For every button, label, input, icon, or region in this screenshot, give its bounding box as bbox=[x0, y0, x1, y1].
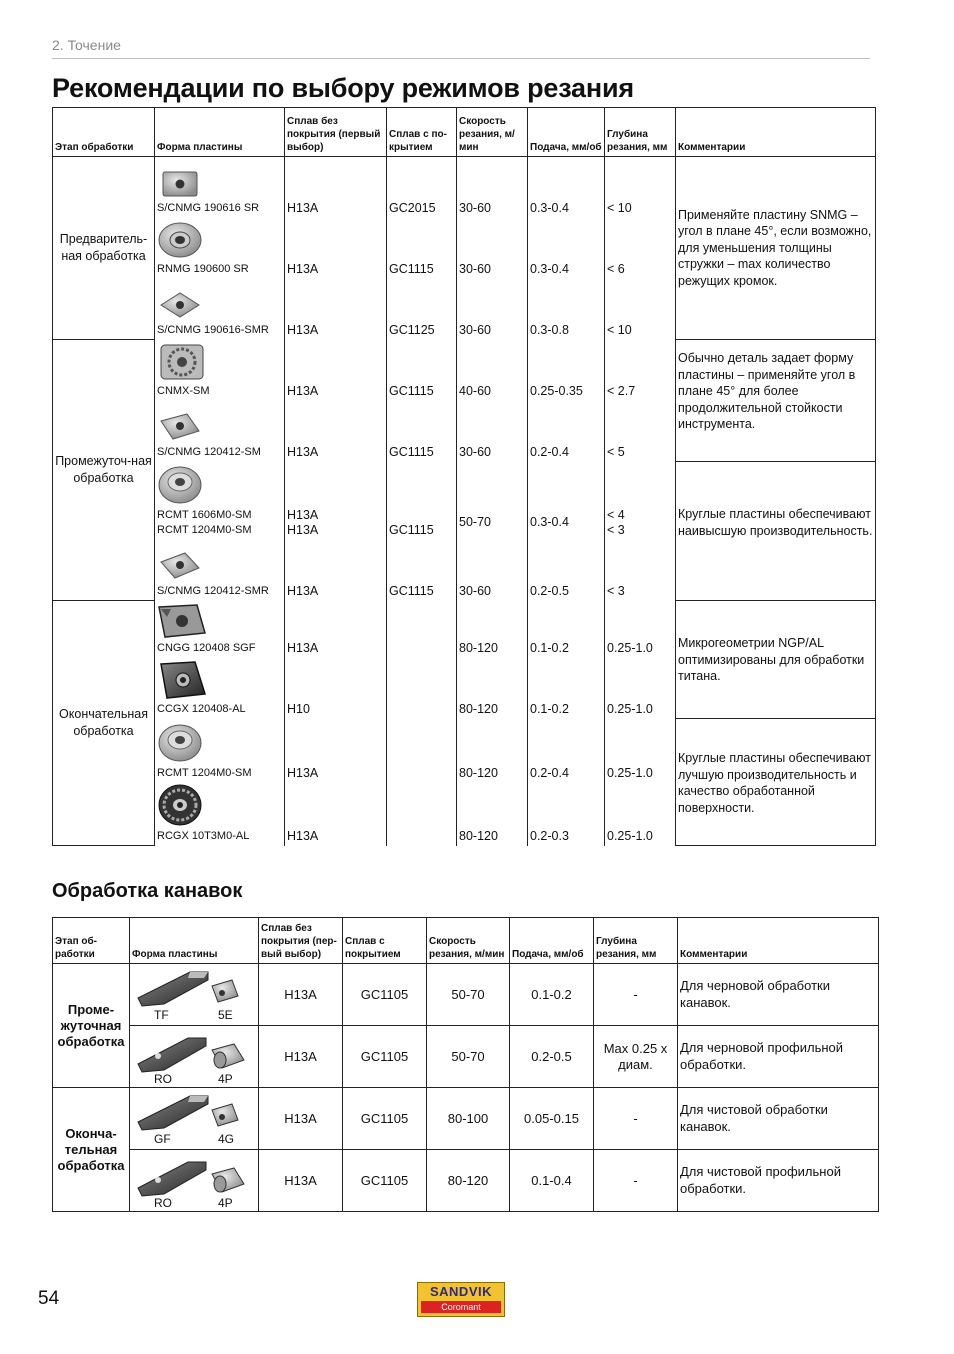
cutting-speed: 80-120 bbox=[457, 783, 528, 846]
insert-label: RO bbox=[154, 1072, 172, 1086]
insert-cell bbox=[130, 1088, 259, 1150]
col-header: Сплав без покрытия (первый выбор) bbox=[285, 108, 387, 157]
insert-cell bbox=[155, 719, 285, 783]
comment-cell: Для чистовой профильной обработки. bbox=[678, 1150, 879, 1212]
feed: 0.2-0.5 bbox=[528, 540, 605, 601]
uncoated-grade-value: H13A bbox=[287, 507, 319, 522]
section-label: 2. Точение bbox=[52, 37, 121, 53]
depth: 0.25-1.0 bbox=[605, 601, 676, 658]
cutting-speed: 80-120 bbox=[427, 1150, 510, 1212]
page-title: Рекомендации по выбору режимов резания bbox=[52, 73, 634, 103]
insert-label: 4P bbox=[218, 1072, 233, 1086]
round-insert-icon bbox=[157, 464, 203, 506]
groove-blade-icon bbox=[134, 1092, 216, 1134]
cutting-speed: 30-60 bbox=[457, 218, 528, 279]
groove-blade-icon bbox=[134, 1156, 216, 1198]
insert-cell bbox=[130, 1026, 259, 1088]
uncoated-grade: H13A bbox=[285, 279, 387, 340]
col-header: Скорость резания, м/мин bbox=[457, 108, 528, 157]
feed: 0.3-0.4 bbox=[528, 218, 605, 279]
sandvik-logo bbox=[417, 1282, 505, 1317]
insert-code: RCMT 1204M0-SM bbox=[157, 766, 252, 779]
feed: 0.2-0.5 bbox=[510, 1026, 594, 1088]
table-row bbox=[53, 340, 876, 401]
cutting-speed: 30-60 bbox=[457, 401, 528, 462]
uncoated-grade: H13A bbox=[259, 1026, 343, 1088]
depth: < 6 bbox=[605, 218, 676, 279]
table-row bbox=[53, 719, 876, 783]
uncoated-grade: H13A bbox=[259, 1150, 343, 1212]
square-insert-icon bbox=[157, 289, 203, 321]
square-insert-icon bbox=[157, 550, 203, 582]
uncoated-grade: H13A bbox=[285, 218, 387, 279]
comment-cell: Для чистовой обработки канавок. bbox=[678, 1088, 879, 1150]
uncoated-grade bbox=[285, 462, 387, 540]
insert-cell bbox=[155, 540, 285, 601]
col-header: Сплав с покрытием bbox=[343, 918, 427, 964]
coated-grade: GC1105 bbox=[343, 1150, 427, 1212]
feed: 0.1-0.2 bbox=[528, 601, 605, 658]
feed: 0.3-0.4 bbox=[528, 462, 605, 540]
depth: < 2.7 bbox=[605, 340, 676, 401]
round-insert-icon bbox=[157, 722, 203, 764]
table-row bbox=[53, 601, 876, 658]
insert-code: S/CNMG 190616-SMR bbox=[157, 323, 269, 336]
col-header: Комментарии bbox=[676, 108, 876, 157]
col-header: Сплав с по-крытием bbox=[387, 108, 457, 157]
feed: 0.2-0.4 bbox=[528, 719, 605, 783]
cutting-speed: 30-60 bbox=[457, 540, 528, 601]
comment-cell: Применяйте пластину SNMG – угол в плане 45°, если возможно, для уменьшения толщины стружки – max количество режущих кромок. bbox=[676, 157, 876, 340]
rhombic-insert-icon bbox=[157, 660, 207, 700]
col-header: Форма пластины bbox=[155, 108, 285, 157]
insert-cell bbox=[155, 340, 285, 401]
depth: < 10 bbox=[605, 279, 676, 340]
table-row bbox=[53, 1088, 879, 1150]
cutting-speed: 80-120 bbox=[457, 658, 528, 719]
table-row bbox=[53, 1150, 879, 1212]
comment-cell: Для черновой обработки канавок. bbox=[678, 964, 879, 1026]
groove-insert-icon bbox=[208, 1162, 252, 1198]
feed: 0.1-0.4 bbox=[510, 1150, 594, 1212]
insert-code: S/CNMG 120412-SMR bbox=[157, 584, 269, 597]
insert-label: RO bbox=[154, 1196, 172, 1210]
rhombic-insert-icon bbox=[157, 603, 207, 639]
insert-code: CNMX-SM bbox=[157, 384, 210, 397]
coated-grade bbox=[387, 601, 457, 658]
feed: 0.2-0.3 bbox=[528, 783, 605, 846]
insert-cell bbox=[155, 462, 285, 540]
cutting-speed: 80-100 bbox=[427, 1088, 510, 1150]
insert-code: RCGX 10T3M0-AL bbox=[157, 829, 250, 842]
uncoated-grade: H13A bbox=[285, 540, 387, 601]
stage-cell: Предваритель-ная обработка bbox=[53, 157, 155, 340]
coated-grade: GC1115 bbox=[387, 340, 457, 401]
cutting-speed: 30-60 bbox=[457, 279, 528, 340]
uncoated-grade: H13A bbox=[285, 157, 387, 218]
logo-top-text: SANDVIK bbox=[429, 1284, 492, 1299]
insert-label: 4P bbox=[218, 1196, 233, 1210]
feed: 0.25-0.35 bbox=[528, 340, 605, 401]
col-header: Скорость резания, м/мин bbox=[427, 918, 510, 964]
uncoated-grade: H13A bbox=[259, 1088, 343, 1150]
coated-grade: GC1115 bbox=[387, 540, 457, 601]
col-header: Глубина резания, мм bbox=[605, 108, 676, 157]
grooving-title: Обработка канавок bbox=[52, 880, 243, 902]
round-insert-icon bbox=[157, 220, 203, 260]
depth: < 5 bbox=[605, 401, 676, 462]
insert-code: S/CNMG 120412-SM bbox=[157, 445, 261, 458]
depth: Max 0.25 x диам. bbox=[594, 1026, 678, 1088]
cutting-speed: 40-60 bbox=[457, 340, 528, 401]
cutting-speed: 50-70 bbox=[427, 964, 510, 1026]
insert-label: TF bbox=[154, 1008, 169, 1022]
coated-grade: GC2015 bbox=[387, 157, 457, 218]
col-header: Этап об-работки bbox=[53, 918, 130, 964]
insert-code: S/CNMG 190616 SR bbox=[157, 201, 260, 214]
col-header: Глубина резания, мм bbox=[594, 918, 678, 964]
depth: 0.25-1.0 bbox=[605, 658, 676, 719]
feed: 0.1-0.2 bbox=[510, 964, 594, 1026]
logo-bottom-text: Coromant bbox=[421, 1301, 501, 1313]
table-row bbox=[53, 462, 876, 540]
insert-cell bbox=[130, 964, 259, 1026]
insert-cell bbox=[155, 279, 285, 340]
insert-cell bbox=[155, 401, 285, 462]
cutting-speed: 30-60 bbox=[457, 157, 528, 218]
insert-cell bbox=[155, 157, 285, 218]
feed: 0.1-0.2 bbox=[528, 658, 605, 719]
uncoated-grade: H13A bbox=[259, 964, 343, 1026]
insert-code: CNGG 120408 SGF bbox=[157, 641, 256, 654]
col-header: Подача, мм/об bbox=[528, 108, 605, 157]
col-header: Форма пластины bbox=[130, 918, 259, 964]
coated-grade bbox=[387, 719, 457, 783]
insert-cell bbox=[155, 658, 285, 719]
square-insert-icon bbox=[157, 169, 203, 199]
stage-cell: Проме-жуточная обработка bbox=[53, 964, 130, 1088]
table-row bbox=[53, 1026, 879, 1088]
comment-cell: Для черновой профильной обработки. bbox=[678, 1026, 879, 1088]
comment-cell: Круглые пластины обеспечивают лучшую производительность и качество обработанной поверхности. bbox=[676, 719, 876, 846]
uncoated-grade: H13A bbox=[285, 340, 387, 401]
turning-table bbox=[52, 107, 876, 846]
coated-grade: GC1115 bbox=[387, 401, 457, 462]
depth-value: < 3 bbox=[607, 522, 625, 537]
groove-insert-icon bbox=[208, 1100, 246, 1132]
insert-cell bbox=[155, 783, 285, 846]
uncoated-grade: H13A bbox=[285, 719, 387, 783]
table-row bbox=[53, 157, 876, 218]
insert-code: RCMT 1606M0-SM bbox=[157, 508, 252, 521]
col-header: Сплав без покрытия (пер-вый выбор) bbox=[259, 918, 343, 964]
insert-cell bbox=[155, 218, 285, 279]
depth: 0.25-1.0 bbox=[605, 783, 676, 846]
coated-grade: GC1115 bbox=[387, 218, 457, 279]
top-divider bbox=[52, 58, 870, 59]
groove-blade-icon bbox=[134, 1032, 216, 1074]
table-header-row bbox=[53, 108, 876, 157]
cutting-speed: 80-120 bbox=[457, 601, 528, 658]
coated-grade: GC1105 bbox=[343, 964, 427, 1026]
insert-label: GF bbox=[154, 1132, 171, 1146]
comment-cell: Круглые пластины обеспечивают наивысшую производительность. bbox=[676, 462, 876, 601]
depth bbox=[605, 462, 676, 540]
insert-label: 4G bbox=[218, 1132, 235, 1146]
insert-label: 5E bbox=[218, 1008, 233, 1022]
insert-code: RCMT 1204M0-SM bbox=[157, 523, 252, 536]
coated-grade: GC1105 bbox=[343, 1088, 427, 1150]
insert-code: CCGX 120408-AL bbox=[157, 702, 246, 715]
insert-cell bbox=[130, 1150, 259, 1212]
cutting-speed: 80-120 bbox=[457, 719, 528, 783]
comment-cell: Обычно деталь задает форму пластины – применяйте угол в плане 45° для более продолжительной стойкости инструмента. bbox=[676, 340, 876, 462]
groove-blade-icon bbox=[134, 968, 216, 1010]
uncoated-grade: H13A bbox=[285, 783, 387, 846]
table-row bbox=[53, 964, 879, 1026]
insert-cell bbox=[155, 601, 285, 658]
depth: < 3 bbox=[605, 540, 676, 601]
groove-insert-icon bbox=[208, 976, 246, 1008]
stage-cell: Оконча-тельная обработка bbox=[53, 1088, 130, 1212]
table-header-row bbox=[53, 918, 879, 964]
uncoated-grade: H13A bbox=[285, 401, 387, 462]
groove-insert-icon bbox=[208, 1038, 252, 1074]
square-insert-icon bbox=[157, 411, 203, 443]
coated-grade: GC1105 bbox=[343, 1026, 427, 1088]
round-insert-icon bbox=[157, 783, 203, 827]
depth-value: < 4 bbox=[607, 507, 625, 522]
stage-cell: Промежуточ-ная обработка bbox=[53, 340, 155, 601]
coated-grade: GC1115 bbox=[387, 462, 457, 540]
coated-grade bbox=[387, 658, 457, 719]
cutting-speed: 50-70 bbox=[457, 462, 528, 540]
cutting-speed: 50-70 bbox=[427, 1026, 510, 1088]
depth: - bbox=[594, 1150, 678, 1212]
feed: 0.3-0.4 bbox=[528, 157, 605, 218]
depth: 0.25-1.0 bbox=[605, 719, 676, 783]
square-insert-icon bbox=[157, 342, 207, 382]
feed: 0.05-0.15 bbox=[510, 1088, 594, 1150]
depth: - bbox=[594, 1088, 678, 1150]
depth: < 10 bbox=[605, 157, 676, 218]
uncoated-grade-value: H13A bbox=[287, 522, 319, 537]
depth: - bbox=[594, 964, 678, 1026]
uncoated-grade: H10 bbox=[285, 658, 387, 719]
coated-grade: GC1125 bbox=[387, 279, 457, 340]
comment-cell: Микрогеометрии NGP/AL оптимизированы для обработки титана. bbox=[676, 601, 876, 719]
insert-code: RNMG 190600 SR bbox=[157, 262, 249, 275]
grooving-table bbox=[52, 917, 879, 1212]
col-header: Подача, мм/об bbox=[510, 918, 594, 964]
feed: 0.3-0.8 bbox=[528, 279, 605, 340]
col-header: Этап обработки bbox=[53, 108, 155, 157]
col-header: Комментарии bbox=[678, 918, 879, 964]
feed: 0.2-0.4 bbox=[528, 401, 605, 462]
page-number: 54 bbox=[38, 1288, 60, 1309]
stage-cell: Окончательная обработка bbox=[53, 601, 155, 846]
uncoated-grade: H13A bbox=[285, 601, 387, 658]
coated-grade bbox=[387, 783, 457, 846]
